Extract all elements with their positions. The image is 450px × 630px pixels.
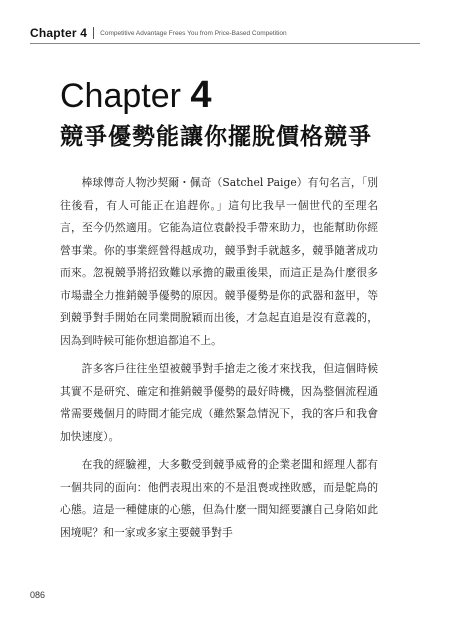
paragraph: 許多客戶往往坐望被競爭對手搶走之後才來找我，但這個時候其實不是研究、確定和推銷競爭優勢的最好時機，因為整個流程通常需要幾個月的時間才能完成（雖然緊急情況下，我的客戶和我會加快速度）。 bbox=[60, 362, 378, 443]
running-head-rule bbox=[30, 43, 420, 44]
running-head bbox=[30, 24, 420, 42]
running-head-divider bbox=[93, 27, 94, 39]
chapter-number: 4 bbox=[190, 74, 212, 116]
running-head-subtitle: Competitive Advantage Frees You from Price-Based Competition bbox=[100, 29, 287, 37]
chapter-chinese-title: 競爭優勢能讓你擺脫價格競爭 bbox=[60, 124, 372, 150]
chapter-word: Chapter bbox=[60, 77, 181, 115]
paragraph: 在我的經驗裡，大多數受到競爭威脅的企業老闆和經理人都有一個共同的面向：他們表現出來的不是沮喪或挫敗感，而是鴕鳥的心態。這是一種健康的心態，但為什麼一間知經要讓自己身陷如此困境呢？和一家或多家主要競爭對手 bbox=[60, 458, 378, 539]
chapter-title bbox=[60, 76, 212, 114]
running-head-chapter: Chapter 4 bbox=[30, 26, 88, 40]
page-number: 086 bbox=[30, 590, 46, 600]
paragraph: 棒球傳奇人物沙契爾・佩奇（Satchel Paige）有句名言，「別往後看，有人可能正在追趕你。」這句比我早一個世代的至理名言，至今仍然適用。它能為這位袁齡投手帶來助力，也能幫助你經營事業。你的事業經營得越成功，競爭對手就越多，競爭隨著成功而來。忽視競爭將招致難以承擔的嚴重後果，而這正是為什麼很多市場盡全力推銷競爭優勢的原因。競爭優勢是你的武器和盔甲，等到競爭對手開始在同業間脫穎而出後，才急起直追是沒有意義的，因為到時候可能你想追都追不上。 bbox=[60, 176, 378, 347]
body-text bbox=[60, 172, 378, 550]
